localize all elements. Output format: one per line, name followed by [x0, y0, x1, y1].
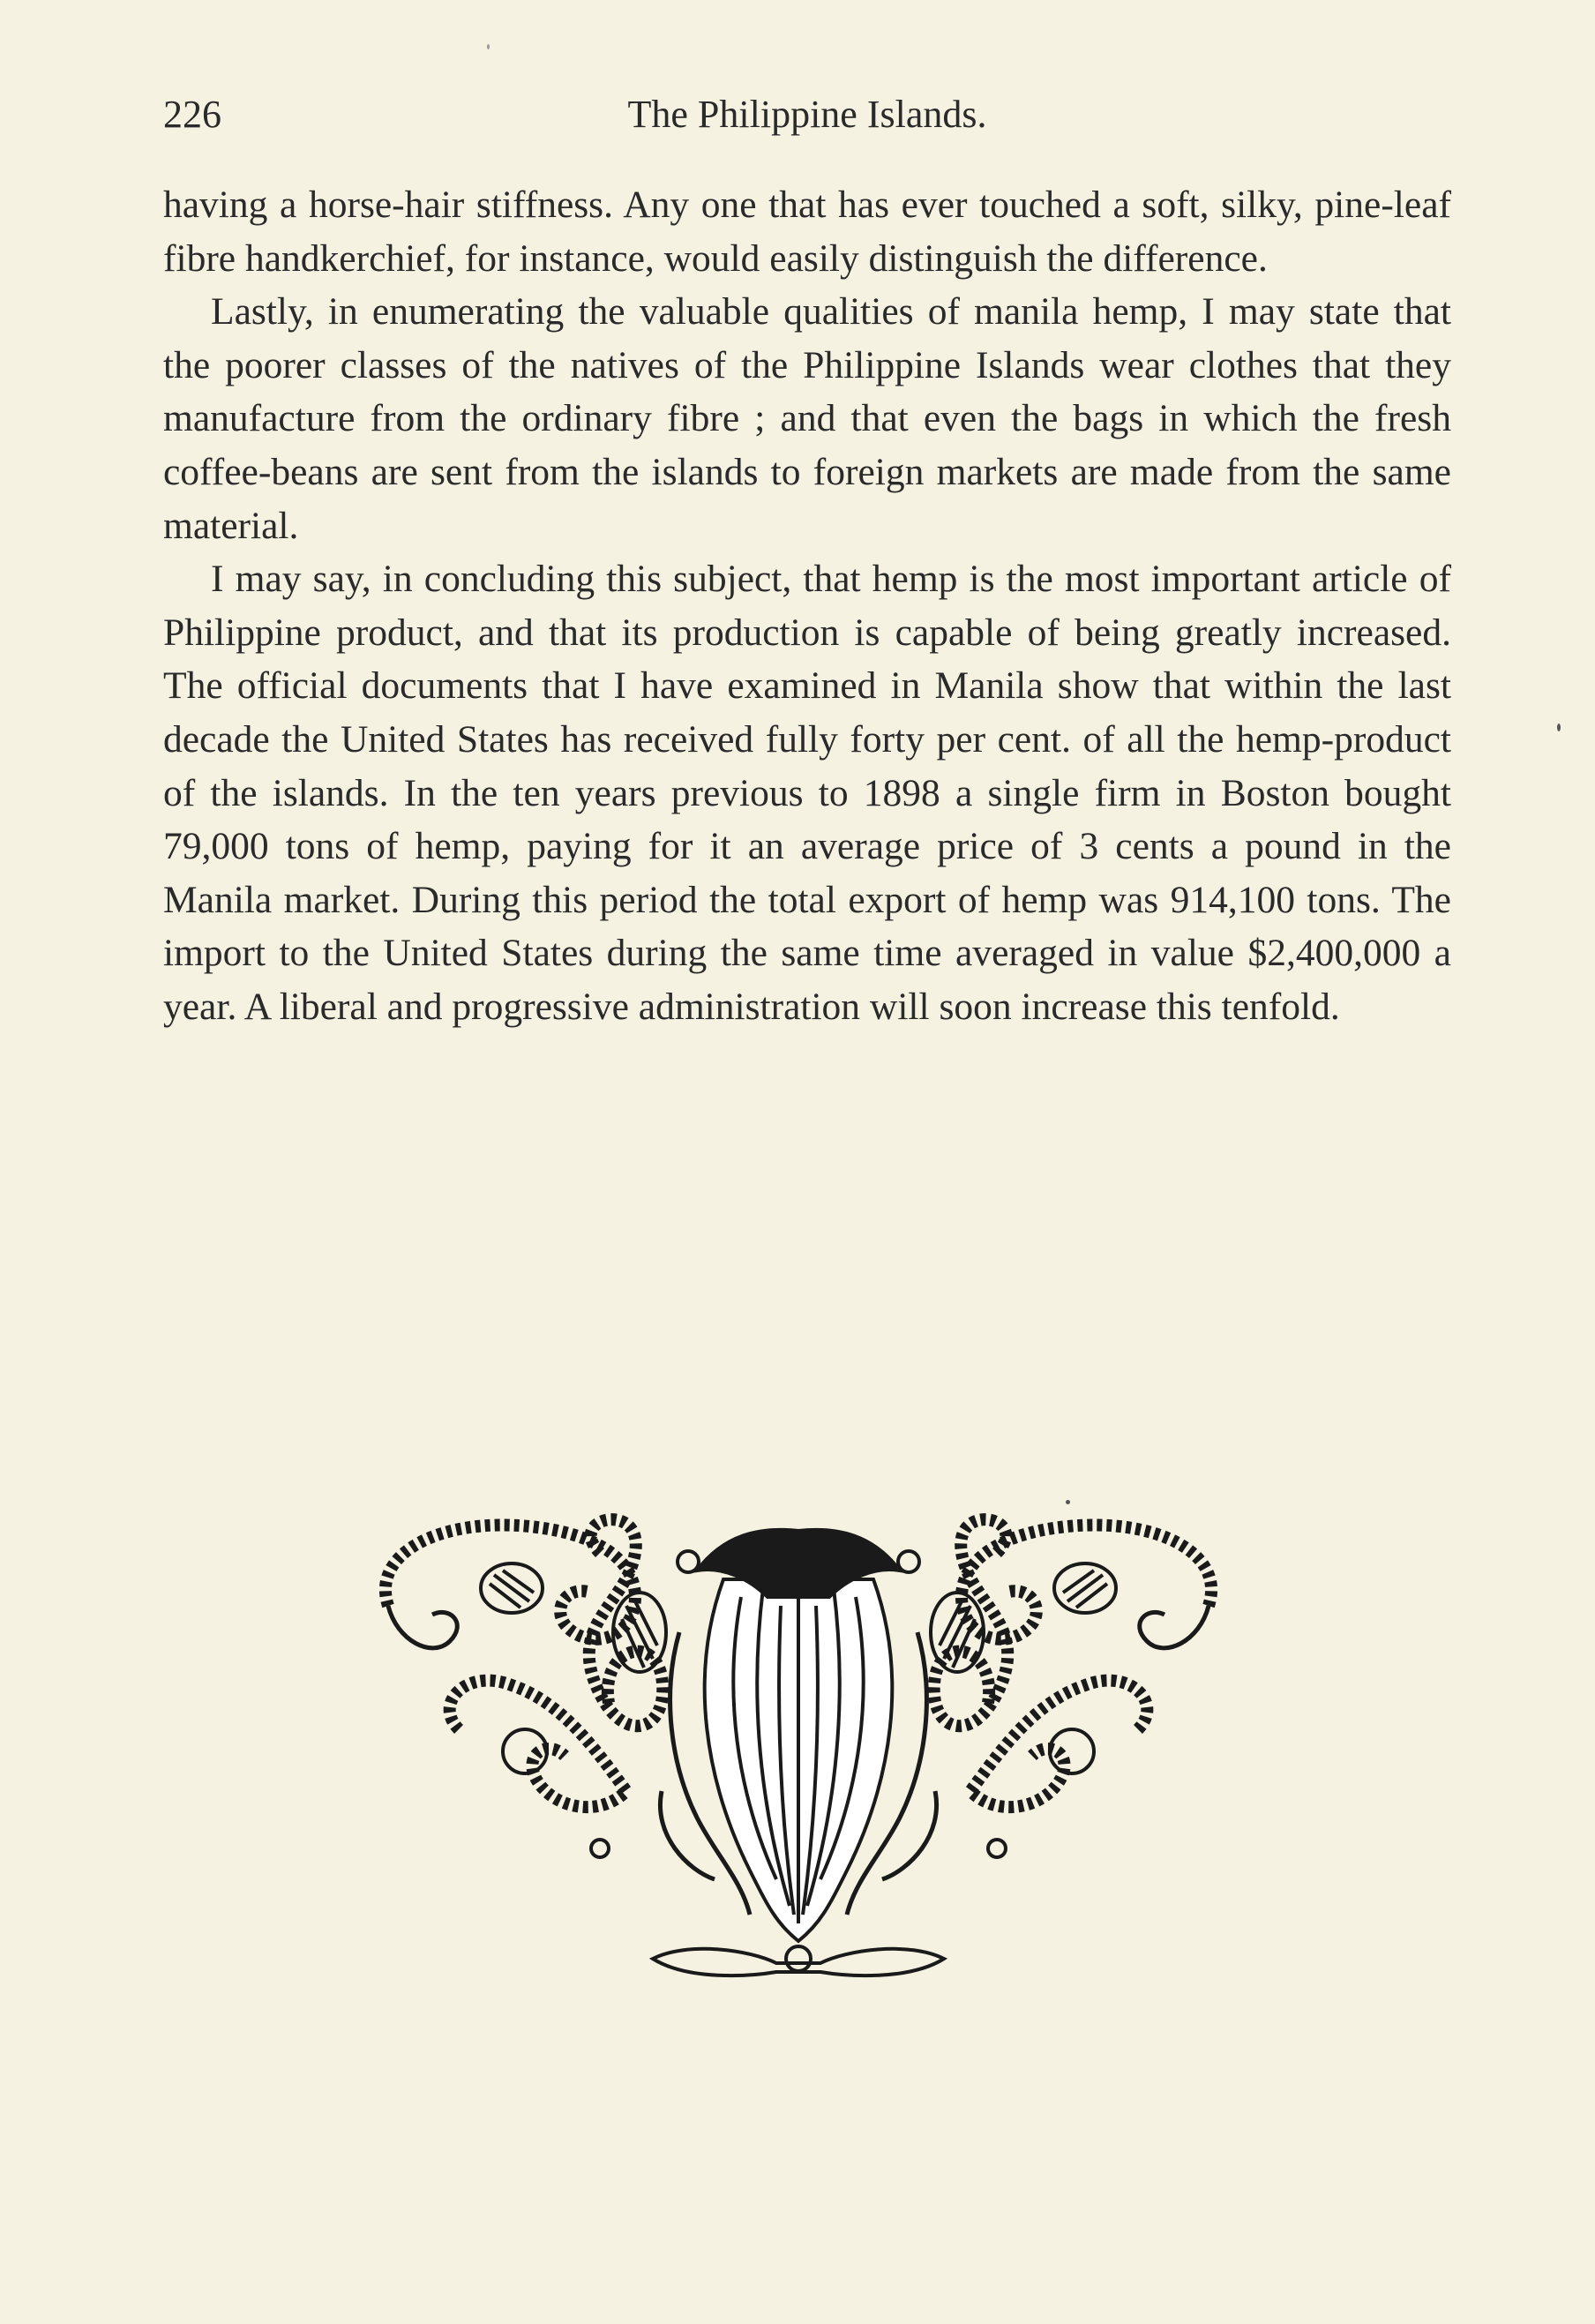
body-text	[163, 178, 1451, 1034]
paragraph-continuation: having a horse-hair stiffness. Any one that has ever touched a soft, silky, pine-leaf fibre handkerchief, for instance, would easily distinguish the difference.	[163, 184, 1451, 280]
running-head	[163, 88, 1451, 141]
paragraph-concluding: I may say, in concluding this subject, that hemp is the most important article of Philippine product, and that its production is capable of being greatly increased. The official documents that I have examined in Manila show that within the last decade the United States has received fully forty per cent. of all the hemp-product of the islands. In the ten years previous to 1898 a single firm in Boston bought 79,000 tons of hemp, paying for it an average price of 3 cents a pound in the Manila market. During this period the total export of hemp was 914,100 tons. The import to the United States during the same time averaged in value $2,400,000 a year. A liberal and progressive administration will soon increase this tenfold.	[163, 558, 1451, 1028]
paragraph-lastly: Lastly, in enumerating the valuable qualities of manila hemp, I may state that the poorer classes of the natives of the Philippine Islands wear clothes that they manufacture from the ordinary fibre ; and that even the bags in which the fresh coffee-beans are sent from the islands to foreign markets are made from the same material.	[163, 290, 1451, 547]
paper-speck	[487, 44, 490, 49]
paper-speck	[1066, 1500, 1070, 1504]
running-title: The Philippine Islands.	[627, 93, 987, 136]
paper-speck	[1557, 723, 1561, 731]
decorative-tailpiece-icon	[335, 1500, 1262, 1994]
page-number: 226	[163, 93, 221, 136]
